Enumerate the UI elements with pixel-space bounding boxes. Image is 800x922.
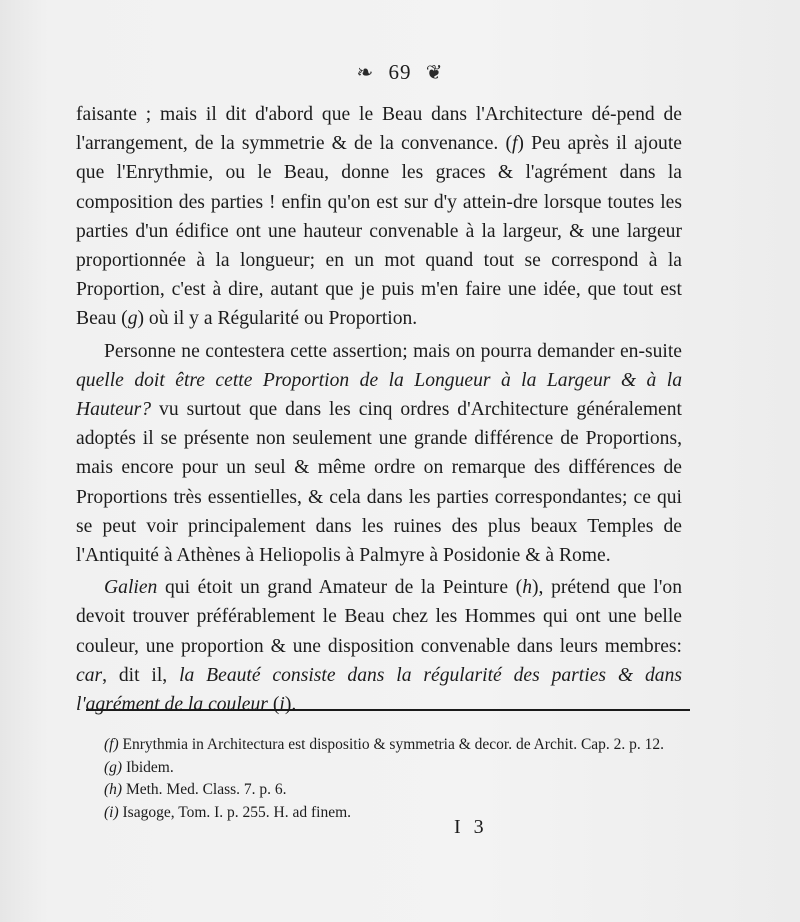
text-run: ) où il y a Régularité ou Proportion. bbox=[137, 308, 418, 330]
italic-quote: la Beauté consiste dans la régularité des parties & dans l'agrément de la couleur bbox=[76, 664, 682, 716]
text-run: , dit il, bbox=[102, 664, 180, 686]
page-number: 69 bbox=[388, 59, 412, 84]
footnote-f bbox=[86, 734, 696, 757]
ornament-left-icon: ❧ bbox=[356, 61, 375, 84]
footnote-ref-f: f bbox=[511, 133, 518, 155]
text-run: ( bbox=[267, 694, 280, 716]
footnote-text: Enrythmia in Architectura est dispositio & symmetria & decor. de Archit. Cap. 2. p. 12. bbox=[118, 736, 665, 753]
paragraph-1 bbox=[76, 100, 682, 334]
footnote-mark: (i) bbox=[104, 803, 119, 821]
paragraph-3 bbox=[76, 573, 682, 719]
footnote-divider bbox=[86, 709, 690, 711]
footnote-text: Meth. Med. Class. 7. p. 6. bbox=[122, 781, 287, 798]
word-car: car bbox=[76, 664, 103, 686]
italic-question: quelle doit être cette Proportion de la Longueur à la Largeur & à la Hauteur? bbox=[76, 369, 682, 421]
footnote-mark: (g) bbox=[104, 758, 123, 776]
main-text bbox=[76, 100, 682, 719]
footnote-ref-h: h bbox=[522, 577, 532, 599]
signature-mark: I 3 bbox=[454, 816, 488, 838]
footnote-text: Ibidem. bbox=[122, 758, 174, 776]
running-header bbox=[0, 58, 800, 85]
footnote-ref-i: i bbox=[279, 694, 285, 716]
ornament-right-icon: ❦ bbox=[425, 61, 444, 84]
name-galien: Galien bbox=[104, 577, 158, 599]
text-run: ), prétend que l'on devoit trouver préférablement le Beau chez les Hommes qui ont une belle couleur, une proportion & une disposition convenable dans leurs membres: bbox=[76, 577, 682, 657]
footnote-ref-g: g bbox=[127, 308, 138, 330]
text-run: qui étoit un grand Amateur de la Peinture ( bbox=[157, 577, 523, 599]
footnote-mark: (f) bbox=[104, 736, 119, 753]
text-run: Personne ne contestera cette assertion; mais on pourra demander en-suite bbox=[104, 340, 682, 362]
footnote-g bbox=[86, 757, 696, 780]
text-run: vu surtout que dans les cinq ordres d'Architecture généralement adoptés il se présente non seulement une grande différence de Proportions, mais encore pour un seul & même ordre on remarque des différences de Proportions très essentielles, & cela dans les parties correspondantes; ce qui se peut voir principalement dans les ruines des plus beaux Temples de l'Antiquité à Athènes à Heliopolis à Palmyre à Posidonie & à Rome. bbox=[76, 399, 682, 567]
paragraph-2 bbox=[76, 337, 682, 571]
text-run: ). bbox=[284, 694, 297, 716]
text-run: faisante ; mais il dit d'abord que le Beau dans l'Architecture dé-pend de l'arrangement, de la symmetrie & de la convenance. ( bbox=[76, 104, 682, 155]
footnote-mark: (h) bbox=[104, 781, 123, 798]
text-run: ) Peu après il ajoute que l'Enrythmie, ou le Beau, donne les graces & l'agrément dans la composition des parties ! enfin qu'on est sur d'y attein-dre lorsque toutes les parties d'un édifice ont une hauteur convenable à la largeur, & une largeur proportionnée à la longueur; en un mot quand tout se correspond à la Proportion, c'est à dire, autant que je puis m'en faire une idée, que tout est Beau ( bbox=[76, 133, 682, 330]
footnote-h bbox=[86, 779, 696, 802]
footnote-i bbox=[86, 802, 696, 825]
footnote-text: Isagoge, Tom. I. p. 255. H. ad finem. bbox=[118, 803, 352, 821]
footnotes bbox=[86, 734, 696, 824]
